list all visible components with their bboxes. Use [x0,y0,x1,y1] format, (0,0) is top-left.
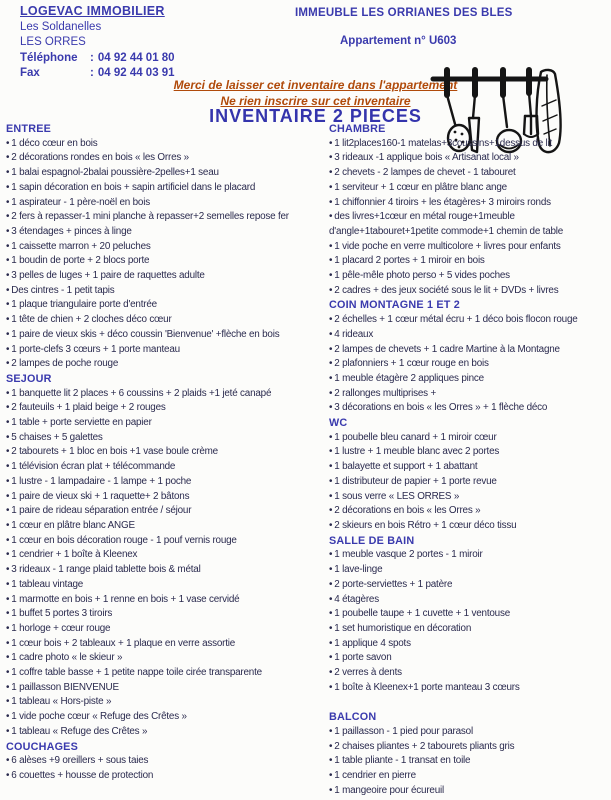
inventory-item [6,607,327,622]
agency-residence: Les Soldanelles [20,20,102,33]
notice-text-2: Ne rien inscrire sur cet inventaire [220,94,411,108]
bullet-icon: • [6,417,10,429]
inventory-item [6,681,327,696]
section-heading: WC [329,417,348,430]
inventory-item [329,372,610,387]
item-text: 3 étendages + pinces à linge [11,225,132,237]
phone-colon: : [90,51,94,64]
item-text: 1 tableau « Hors-piste » [11,696,112,708]
bullet-icon: • [329,328,333,340]
inventory-item [6,210,327,225]
item-text: 1 distributeur de papier + 1 porte revue [334,475,497,487]
item-text: 1 aspirateur - 1 père-noël en bois [11,196,150,208]
bullet-icon: • [6,564,10,576]
bullet-icon: • [6,255,10,267]
bullet-icon: • [6,328,10,340]
inventory-item [329,210,610,239]
inventory-item [6,593,327,608]
bullet-icon: • [6,667,10,679]
agency-city: LES ORRES [20,36,86,48]
item-text: 3 décorations en bois « les Orres » + 1 flèche déco [334,402,548,414]
item-text: 2 lampes de chevets + 1 cadre Martine à la Montagne [334,343,560,355]
bullet-icon: • [6,152,10,164]
bullet-icon: • [6,181,10,193]
inventory-item [329,240,610,255]
item-text: 2 lampes de poche rouge [11,358,119,370]
item-text: 2 chaises pliantes + 2 tabourets pliants gris [334,740,515,752]
bullet-icon: • [329,519,333,531]
phone-row [20,51,175,67]
inventory-item [6,490,327,505]
inventory-section [6,122,327,372]
item-text: 2 échelles + 1 cœur métal écru + 1 déco bois flocon rouge [334,314,578,326]
item-text: 2 rallonges multiprises + [334,387,437,399]
bullet-icon: • [329,755,333,767]
item-text: 2 décorations en bois « les Orres » [334,505,481,517]
bullet-icon: • [6,681,10,693]
bullet-icon: • [6,578,10,590]
inventory-item [6,284,327,299]
building-name: IMMEUBLE LES ORRIANES DES BLES [295,7,513,19]
inventory-item [329,269,610,284]
item-text: 2 tabourets + 1 bloc en bois +1 vase boule crème [11,446,218,458]
bullet-icon: • [329,593,333,605]
item-text: 1 télévision écran plat + télécommande [11,461,176,473]
bullet-icon: • [6,505,10,517]
bullet-icon: • [329,490,333,502]
inventory-item [6,548,327,563]
inventory-item [6,578,327,593]
inventory-item [329,622,610,637]
item-text: 1 table pliante - 1 transat en toile [334,755,471,767]
inventory-item [6,637,327,652]
inventory-item [6,769,327,784]
inventory-item [6,357,327,372]
inventory-item [6,254,327,269]
item-text: 1 meuble vasque 2 portes - 1 miroir [334,549,483,561]
item-text: 1 horloge + cœur rouge [11,622,111,634]
inventory-item [6,328,327,343]
bullet-icon: • [6,137,10,149]
page-title: INVENTAIRE 2 PIECES [209,106,422,126]
section-heading: CHAMBRE [329,123,386,135]
inventory-item [329,563,610,578]
item-text: 1 lave-linge [334,564,383,576]
inventory-item [6,622,327,637]
inventory-item [6,343,327,358]
inventory-item [329,681,610,696]
bullet-icon: • [6,696,10,708]
inventory-item [329,548,610,563]
item-text: 1 tête de chien + 2 cloches déco cœur [11,314,172,326]
inventory-item [6,225,327,240]
inventory-item [6,196,327,211]
apartment-number: Appartement n° U603 [340,35,457,47]
bullet-icon: • [329,740,333,752]
item-text: 3 rideaux -1 applique bois « Artisanat local » [334,152,519,164]
item-text: 1 tableau vintage [11,578,84,590]
bullet-icon: • [329,725,333,737]
item-text: 1 balayette et support + 1 abattant [334,461,478,473]
item-text: 1 poubelle taupe + 1 cuvette + 1 ventouse [334,608,510,620]
inventory-item [329,519,610,534]
bullet-icon: • [6,446,10,458]
item-text: 1 paillasson BIENVENUE [11,681,119,693]
bullet-icon: • [329,505,333,517]
bullet-icon: • [329,181,333,193]
item-text: 1 porte savon [334,652,392,664]
bullet-icon: • [329,475,333,487]
item-text: 1 pêle-mêle photo perso + 5 vides poches [334,270,510,282]
bullet-icon: • [6,343,10,355]
item-text: 2 fauteuils + 1 plaid beige + 2 rouges [11,402,166,414]
bullet-icon: • [329,358,333,370]
bullet-icon: • [329,196,333,208]
inventory-section [329,416,610,534]
inventory-item [6,519,327,534]
inventory-item [329,328,610,343]
bullet-icon: • [6,284,10,296]
bullet-icon: • [329,240,333,252]
inventory-item [329,166,610,181]
inventory-item [329,431,610,446]
inventory-item [6,181,327,196]
fax-label: Fax [20,67,40,79]
bullet-icon: • [6,637,10,649]
item-text: 1 placard 2 portes + 1 miroir en bois [334,255,485,267]
inventory-section [329,534,610,696]
item-text: 1 coffre table basse + 1 petite nappe toile cirée transparente [11,667,262,679]
bullet-icon: • [329,608,333,620]
inventory-item [329,401,610,416]
inventory-item [329,754,610,769]
item-text: 1 serviteur + 1 cœur en plâtre blanc ange [334,181,507,193]
inventory-section [6,372,327,740]
bullet-icon: • [6,196,10,208]
inventory-item [329,475,610,490]
inventory-column-right [329,122,610,798]
inventory-item [329,490,610,505]
item-text: 4 étagères [334,593,379,605]
bullet-icon: • [329,637,333,649]
bullet-icon: • [329,137,333,149]
bullet-icon: • [6,270,10,282]
item-text: 1 boîte à Kleenex+1 porte manteau 3 cœurs [334,681,520,693]
inventory-item [329,387,610,402]
inventory-item [329,725,610,740]
inventory-item [329,151,610,166]
inventory-item [6,431,327,446]
bullet-icon: • [6,402,10,414]
item-text: 1 tableau « Refuge des Crêtes » [11,725,148,737]
item-text: 1 cœur en plâtre blanc ANGE [11,519,135,531]
item-text: 1 paillasson - 1 pied pour parasol [334,725,473,737]
item-text: Des cintres - 1 petit tapis [11,284,115,296]
item-text: 1 set humoristique en décoration [334,622,472,634]
inventory-item [6,240,327,255]
item-text: 1 balai espagnol-2balai poussière-2pelles+1 seau [11,167,219,179]
section-heading: SALLE DE BAIN [329,534,415,547]
bullet-icon: • [6,225,10,237]
inventory-item [329,637,610,652]
item-text: 1 meuble étagère 2 appliques pince [334,372,484,384]
inventory-item [329,254,610,269]
fax-colon: : [90,67,94,79]
bullet-icon: • [6,167,10,179]
bullet-icon: • [6,490,10,502]
item-text: 1 cendrier + 1 boîte à Kleenex [11,549,138,561]
inventory-item [6,137,327,152]
item-text: 1 vide poche cœur « Refuge des Crêtes » [11,711,187,723]
item-text: 1 applique 4 spots [334,637,411,649]
item-text: 3 pelles de luges + 1 paire de raquettes adulte [11,270,205,282]
item-text: 3 rideaux - 1 range plaid tablette bois & métal [11,564,201,576]
bullet-icon: • [329,270,333,282]
inventory-item [6,725,327,740]
item-text: 1 cœur en bois décoration rouge - 1 pouf vernis rouge [11,534,237,546]
inventory-item [329,181,610,196]
inventory-item [6,651,327,666]
bullet-icon: • [6,387,10,399]
inventory-item [6,151,327,166]
bullet-icon: • [6,299,10,311]
item-text: 1 vide poche en verre multicolore + livres pour enfants [334,240,561,252]
phone-number: 04 92 44 01 80 [97,51,175,64]
item-text: 1 paire de vieux skis + déco coussin 'Bienvenue' +flèche en bois [11,328,280,340]
item-text: 1 plaque triangulaire porte d'entrée [11,299,157,311]
inventory-item [329,578,610,593]
bullet-icon: • [329,402,333,414]
bullet-icon: • [329,652,333,664]
item-text: 1 porte-clefs 3 cœurs + 1 porte manteau [11,343,180,355]
item-text: 1 paire de vieux ski + 1 raquette+ 2 bâtons [11,490,190,502]
inventory-item [329,313,610,328]
section-heading: BALCON [329,711,377,724]
inventory-section [6,740,327,784]
bullet-icon: • [329,314,333,326]
inventory-section [329,122,610,298]
bullet-icon: • [329,167,333,179]
bullet-icon: • [329,343,333,355]
item-text: 2 verres à dents [334,667,402,679]
inventory-item [6,298,327,313]
inventory-item [329,740,610,755]
inventory-item [6,445,327,460]
item-text: 1 marmotte en bois + 1 renne en bois + 1 vase cervidé [11,593,240,605]
item-text: 1 caissette marron + 20 peluches [11,240,151,252]
bullet-icon: • [329,622,333,634]
section-heading: COUCHAGES [6,740,78,753]
inventory-item [6,754,327,769]
item-text: 1 mangeoire pour écureuil [334,784,444,796]
bullet-icon: • [6,240,10,252]
inventory-item [329,343,610,358]
item-text: 6 couettes + housse de protection [11,769,154,781]
inventory-item [329,784,610,799]
inventory-item [6,269,327,284]
item-text: 2 fers à repasser-1 mini planche à repasser+2 semelles repose fer [11,211,289,223]
inventory-item [6,313,327,328]
bullet-icon: • [329,446,333,458]
inventory-item [329,445,610,460]
inventory-item [329,607,610,622]
item-text: 2 skieurs en bois Rétro + 1 cœur déco tissu [334,519,517,531]
item-text: 1 lustre + 1 meuble blanc avec 2 portes [334,446,500,458]
bullet-icon: • [6,475,10,487]
inventory-item [329,284,610,299]
item-text: 2 porte-serviettes + 1 patère [334,578,453,590]
item-text: 2 plafonniers + 1 cœur rouge en bois [334,358,489,370]
bullet-icon: • [329,769,333,781]
item-text: 1 déco cœur en bois [11,137,98,149]
inventory-item [6,710,327,725]
bullet-icon: • [329,284,333,296]
bullet-icon: • [329,564,333,576]
inventory-item [6,534,327,549]
inventory-item [6,563,327,578]
item-text: 1 buffet 5 portes 3 tiroirs [11,608,113,620]
bullet-icon: • [329,681,333,693]
bullet-icon: • [6,211,10,223]
inventory-section [329,710,610,798]
item-text: 4 rideaux [334,328,374,340]
section-heading: ENTREE [6,123,51,135]
inventory-item [6,460,327,475]
bullet-icon: • [329,372,333,384]
inventory-item [6,387,327,402]
bullet-icon: • [6,314,10,326]
bullet-icon: • [329,211,333,223]
item-text: 1 chiffonnier 4 tiroirs + les étagères+ 3 miroirs ronds [334,196,551,208]
inventory-item [6,504,327,519]
fax-number: 04 92 44 03 91 [97,67,175,79]
item-text: 2 décorations rondes en bois « les Orres » [11,152,189,164]
inventory-item [6,475,327,490]
bullet-icon: • [6,755,10,767]
item-text: 1 paire de rideau séparation entrée / séjour [11,505,192,517]
bullet-icon: • [6,608,10,620]
item-text: 1 lustre - 1 lampadaire - 1 lampe + 1 poche [11,475,192,487]
bullet-icon: • [6,431,10,443]
bullet-icon: • [6,593,10,605]
inventory-item [329,769,610,784]
bullet-icon: • [6,519,10,531]
bullet-icon: • [329,255,333,267]
inventory-item [329,593,610,608]
bullet-icon: • [6,622,10,634]
item-text: des livres+1cœur en métal rouge+1meuble d'angle+1tabouret+1petite commode+1 chemin de table [329,211,564,237]
item-text: 1 banquette lit 2 places + 6 coussins + 2 plaids +1 jeté canapé [11,387,272,399]
item-text: 1 sous verre « LES ORRES » [334,490,460,502]
bullet-icon: • [6,725,10,737]
item-text: 1 poubelle bleu canard + 1 miroir cœur [334,431,497,443]
inventory-item [6,166,327,181]
item-text: 5 chaises + 5 galettes [11,431,103,443]
bullet-icon: • [329,461,333,473]
bullet-icon: • [6,358,10,370]
item-text: 2 cadres + des jeux société sous le lit + DVDs + livres [334,284,559,296]
inventory-item [329,666,610,681]
bullet-icon: • [329,667,333,679]
section-heading: COIN MONTAGNE 1 ET 2 [329,299,460,312]
notice-text-1: Merci de laisser cet inventaire dans l'appartement [173,78,458,92]
bullet-icon: • [6,534,10,546]
inventory-item [329,357,610,372]
bullet-icon: • [329,784,333,796]
bullet-icon: • [6,549,10,561]
inventory-section [329,298,610,416]
bullet-icon: • [6,461,10,473]
bullet-icon: • [6,769,10,781]
inventory-item [6,666,327,681]
item-text: 6 alèses +9 oreillers + sous taies [11,755,149,767]
bullet-icon: • [329,431,333,443]
inventory-item [6,695,327,710]
bullet-icon: • [329,578,333,590]
inventory-item [329,196,610,211]
inventory-item [329,460,610,475]
phone-label: Téléphone [20,51,78,64]
bullet-icon: • [6,711,10,723]
bullet-icon: • [329,152,333,164]
item-text: 2 chevets - 2 lampes de chevet - 1 tabouret [334,167,516,179]
item-text: 1 cadre photo « le skieur » [11,652,123,664]
item-text: 1 cendrier en pierre [334,769,416,781]
inventory-item [329,137,610,152]
inventory-item [6,416,327,431]
item-text: 1 table + porte serviette en papier [11,417,152,429]
agency-name: LOGEVAC IMMOBILIER [20,4,165,18]
inventory-item [6,401,327,416]
item-text: 1 cœur bois + 2 tableaux + 1 plaque en verre assortie [11,637,236,649]
inventory-item [329,504,610,519]
inventory-item [329,651,610,666]
agency-header [20,4,175,82]
item-text: 1 sapin décoration en bois + sapin artificiel dans le placard [11,181,256,193]
section-heading: SEJOUR [6,372,52,385]
bullet-icon: • [6,652,10,664]
inventory-column-left [6,122,327,784]
bullet-icon: • [329,549,333,561]
bullet-icon: • [329,387,333,399]
item-text: 1 boudin de porte + 2 blocs porte [11,255,150,267]
item-text: 1 lit2places160-1 matelas+3coussins+1dessus de lit [334,137,553,149]
